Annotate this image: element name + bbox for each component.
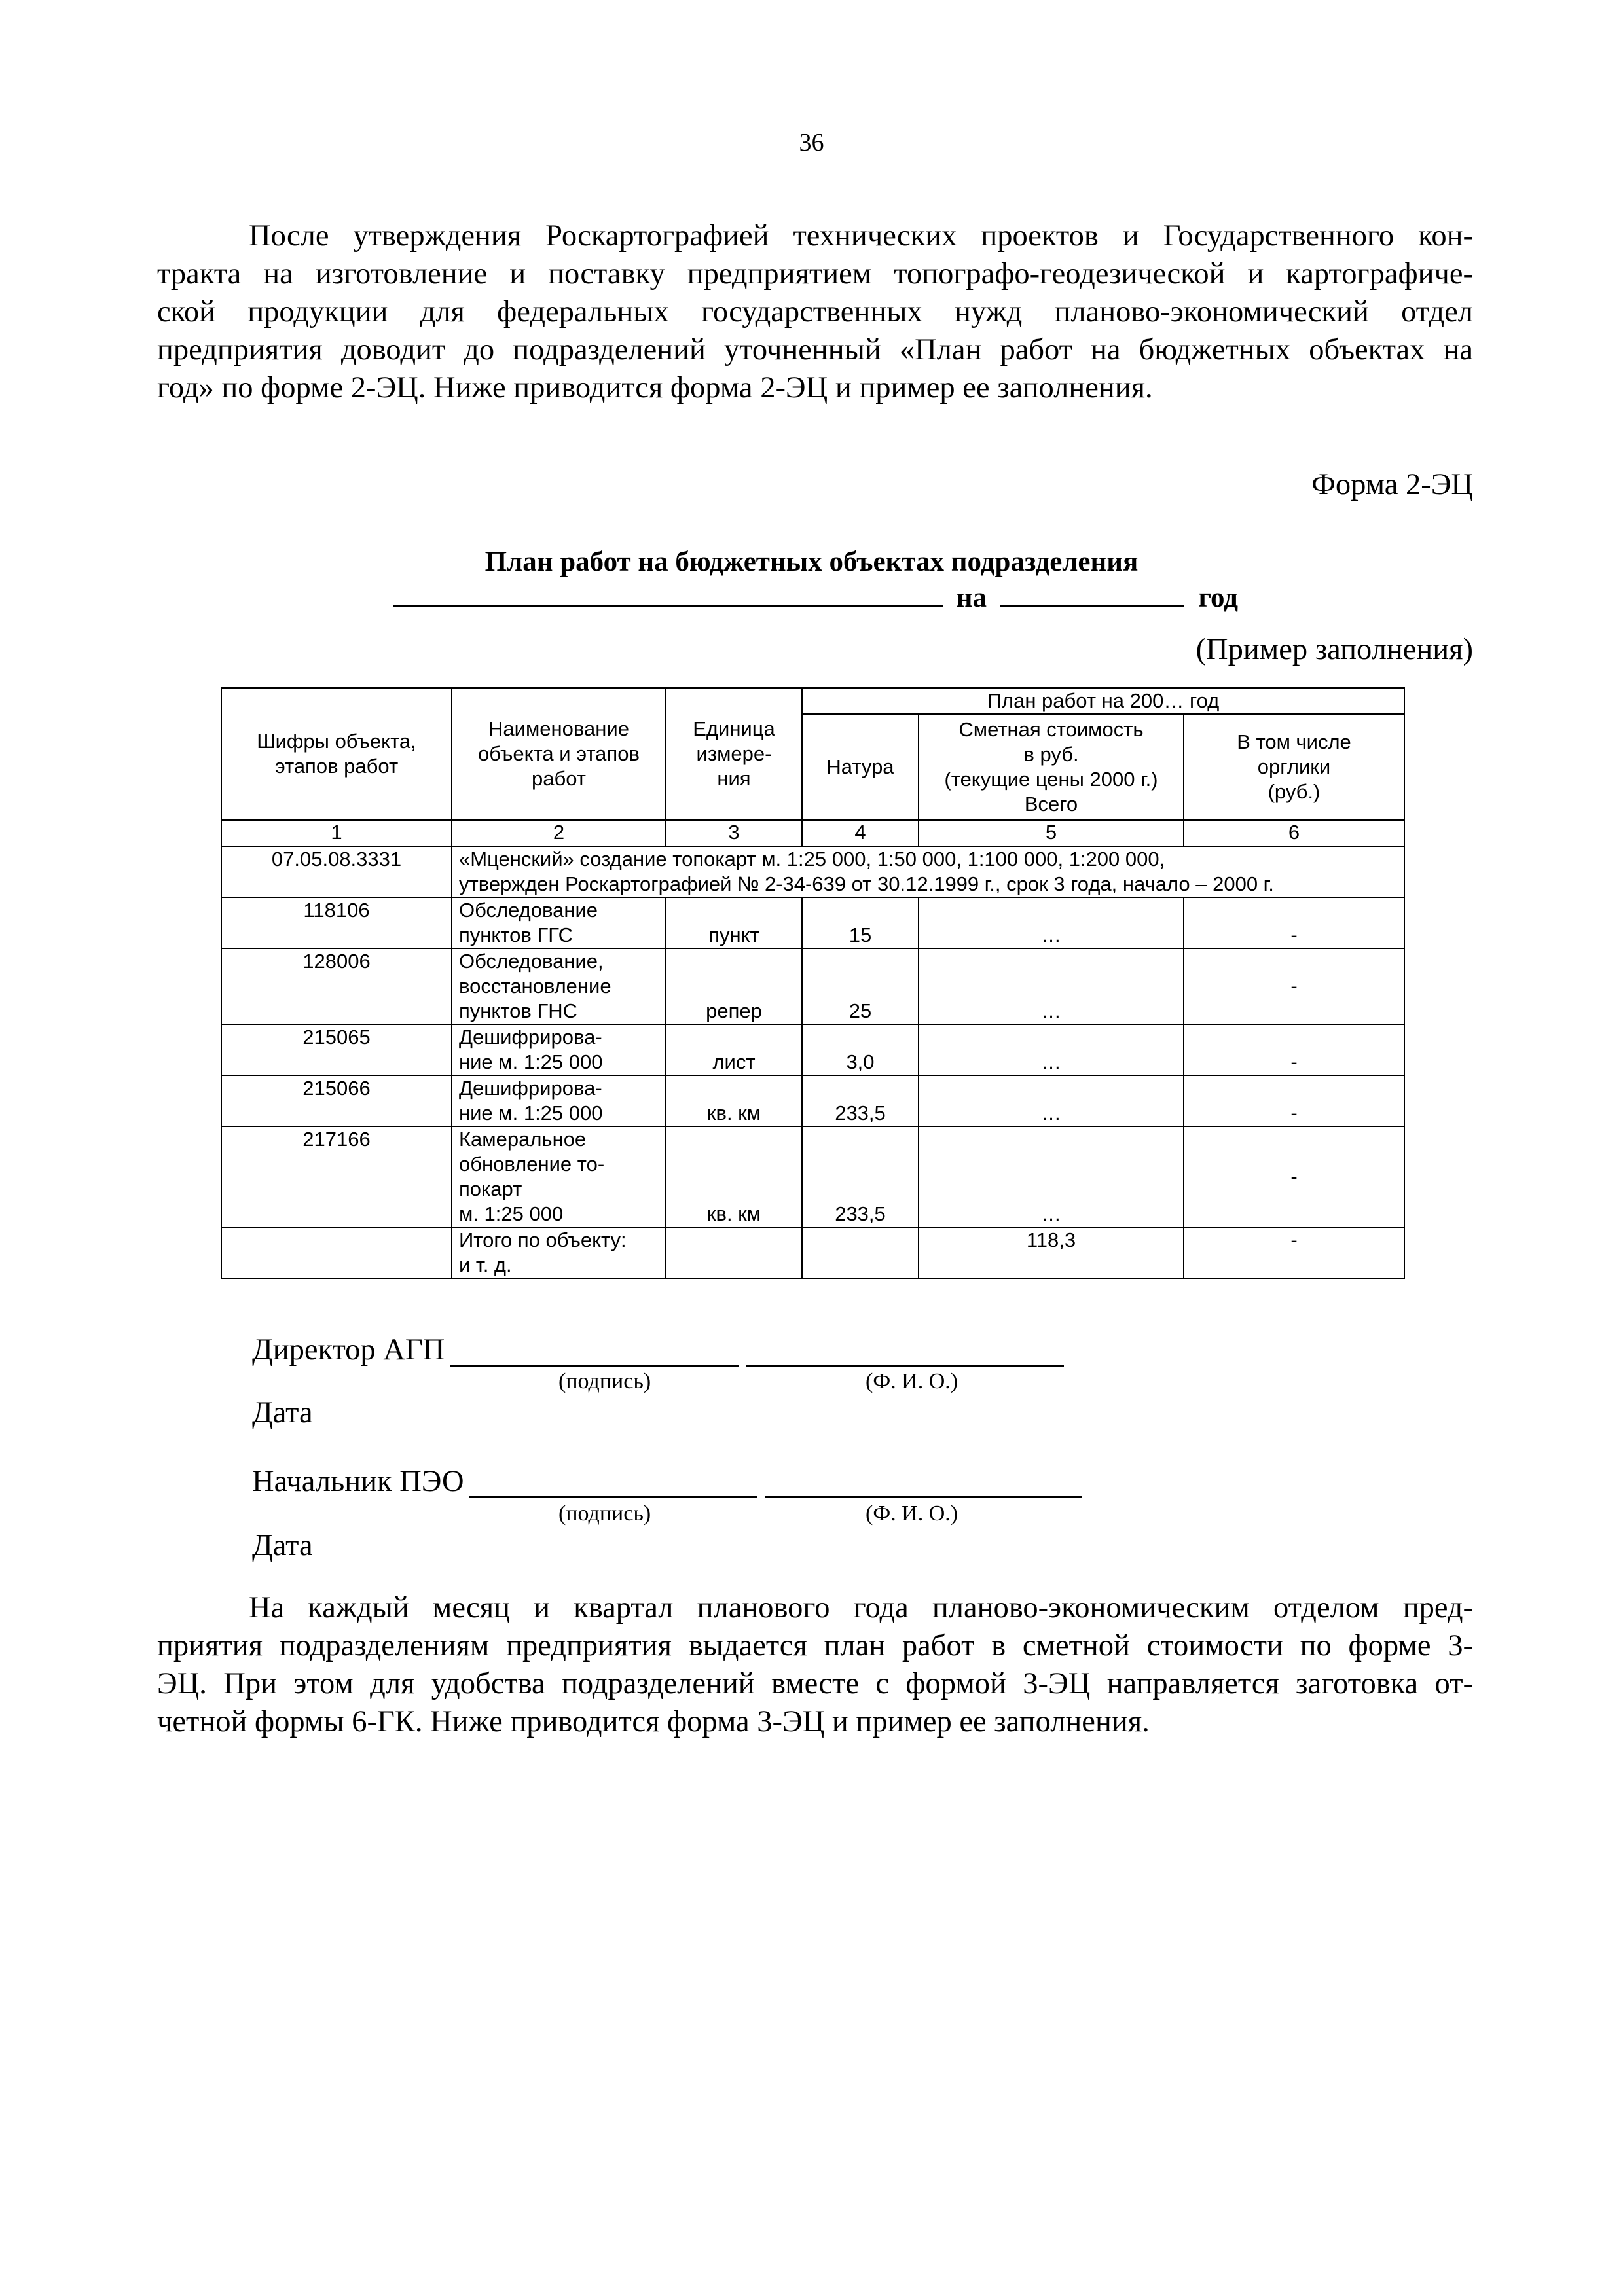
column-number: 2 xyxy=(452,820,666,846)
table-row xyxy=(221,897,1404,948)
row-unit: репер xyxy=(666,948,802,1024)
row-orgl: - xyxy=(1184,1126,1404,1227)
total-code xyxy=(221,1227,452,1278)
table-row xyxy=(221,1075,1404,1126)
form-label: Форма 2-ЭЦ xyxy=(1311,468,1473,501)
column-number: 3 xyxy=(666,820,802,846)
peo-signature-caption: (подпись) xyxy=(558,1501,651,1526)
department-blank xyxy=(393,579,943,607)
object-description: «Мценский» создание топокарт м. 1:25 000, 1:50 000, 1:100 000, 1:200 000, утвержден Роскартографией № 2-34-639 от 30.12.1999 г., срок 3 года, начало – 2000 г. xyxy=(452,846,1404,897)
form-title: План работ на бюджетных объектах подразделения xyxy=(484,547,1139,577)
example-note: (Пример заполнения) xyxy=(1195,633,1473,666)
peo-signature-line xyxy=(469,1496,757,1498)
row-natura: 233,5 xyxy=(802,1075,919,1126)
total-unit xyxy=(666,1227,802,1278)
row-code: 118106 xyxy=(221,897,452,948)
row-unit: кв. км xyxy=(666,1126,802,1227)
table-row xyxy=(221,948,1404,1024)
row-orgl: - xyxy=(1184,1075,1404,1126)
row-name: Камеральное обновление то- покарт м. 1:25 000 xyxy=(452,1126,666,1227)
column-number: 5 xyxy=(919,820,1184,846)
header-orgl: В том числе орглики (руб.) xyxy=(1184,714,1404,820)
header-cost: Сметная стоимость в руб. (текущие цены 2000 г.) Всего xyxy=(919,714,1184,820)
column-number: 1 xyxy=(221,820,452,846)
object-row xyxy=(221,846,1404,897)
total-row xyxy=(221,1227,1404,1278)
peo-label: Начальник ПЭО xyxy=(252,1465,464,1498)
row-orgl: - xyxy=(1184,897,1404,948)
text-line: год» по форме 2-ЭЦ. Ниже приводится форма 2-ЭЦ и пример ее заполнения. xyxy=(157,371,1153,404)
peo-date-label: Дата xyxy=(252,1529,313,1562)
page-number: 36 xyxy=(799,129,824,156)
row-code: 215065 xyxy=(221,1024,452,1075)
row-name: Дешифрирова- ние м. 1:25 000 xyxy=(452,1075,666,1126)
row-natura: 3,0 xyxy=(802,1024,919,1075)
header-row xyxy=(221,688,1404,714)
object-code: 07.05.08.3331 xyxy=(221,846,452,897)
director-date-label: Дата xyxy=(252,1396,313,1429)
director-signature-line xyxy=(450,1365,739,1367)
total-natura xyxy=(802,1227,919,1278)
row-natura: 25 xyxy=(802,948,919,1024)
closing-paragraph xyxy=(157,1589,1473,1741)
column-number: 4 xyxy=(802,820,919,846)
row-orgl: - xyxy=(1184,948,1404,1024)
text-line: тракта на изготовление и поставку предприятием топографо-геодезической и картографиче- xyxy=(157,257,1473,291)
row-cost: … xyxy=(919,1075,1184,1126)
total-cost: 118,3 xyxy=(919,1227,1184,1278)
row-natura: 15 xyxy=(802,897,919,948)
table-row xyxy=(221,1024,1404,1075)
row-orgl: - xyxy=(1184,1024,1404,1075)
header-name: Наименование объекта и этапов работ xyxy=(452,688,666,820)
row-name: Обследование, восстановление пунктов ГНС xyxy=(452,948,666,1024)
column-number: 6 xyxy=(1184,820,1404,846)
table-row xyxy=(221,1126,1404,1227)
row-unit: лист xyxy=(666,1024,802,1075)
row-cost: … xyxy=(919,897,1184,948)
row-code: 217166 xyxy=(221,1126,452,1227)
director-label: Директор АГП xyxy=(252,1333,445,1367)
row-natura: 233,5 xyxy=(802,1126,919,1227)
row-code: 215066 xyxy=(221,1075,452,1126)
header-plan-group: План работ на 200… год xyxy=(802,688,1404,714)
header-code: Шифры объекта, этапов работ xyxy=(221,688,452,820)
peo-fio-caption: (Ф. И. О.) xyxy=(866,1501,958,1526)
total-name: Итого по объекту: и т. д. xyxy=(452,1227,666,1278)
form-subtitle xyxy=(393,579,1238,614)
year-blank xyxy=(1000,579,1184,607)
header-unit: Единица измере- ния xyxy=(666,688,802,820)
na-word: на xyxy=(956,583,987,613)
plan-table xyxy=(221,687,1405,1279)
column-number-row xyxy=(221,820,1404,846)
header-natura: Натура xyxy=(802,714,919,820)
row-name: Обследование пунктов ГГС xyxy=(452,897,666,948)
text-line: После утверждения Роскартографией технических проектов и Государственного кон- xyxy=(249,219,1473,253)
text-line: предприятия доводит до подразделений уточненный «План работ на бюджетных объектах на xyxy=(157,333,1473,367)
god-word: год xyxy=(1198,583,1238,613)
text-line: приятия подразделениям предприятия выдается план работ в сметной стоимости по форме 3- xyxy=(157,1629,1473,1662)
row-name: Дешифрирова- ние м. 1:25 000 xyxy=(452,1024,666,1075)
director-fio-caption: (Ф. И. О.) xyxy=(866,1369,958,1393)
row-cost: … xyxy=(919,1126,1184,1227)
row-cost: … xyxy=(919,1024,1184,1075)
text-line: На каждый месяц и квартал планового года планово-экономическим отделом пред- xyxy=(249,1591,1473,1624)
row-unit: пункт xyxy=(666,897,802,948)
row-cost: … xyxy=(919,948,1184,1024)
director-fio-line xyxy=(746,1365,1064,1367)
text-line: четной формы 6-ГК. Ниже приводится форма 3-ЭЦ и пример ее заполнения. xyxy=(157,1705,1150,1738)
text-line: ЭЦ. При этом для удобства подразделений вместе с формой 3-ЭЦ направляется заготовка от- xyxy=(157,1667,1473,1700)
row-code: 128006 xyxy=(221,948,452,1024)
text-line: ской продукции для федеральных государственных нужд планово-экономический отдел xyxy=(157,295,1473,329)
director-signature-caption: (подпись) xyxy=(558,1369,651,1393)
intro-paragraph xyxy=(157,217,1473,407)
total-orgl: - xyxy=(1184,1227,1404,1278)
peo-fio-line xyxy=(765,1496,1082,1498)
row-unit: кв. км xyxy=(666,1075,802,1126)
